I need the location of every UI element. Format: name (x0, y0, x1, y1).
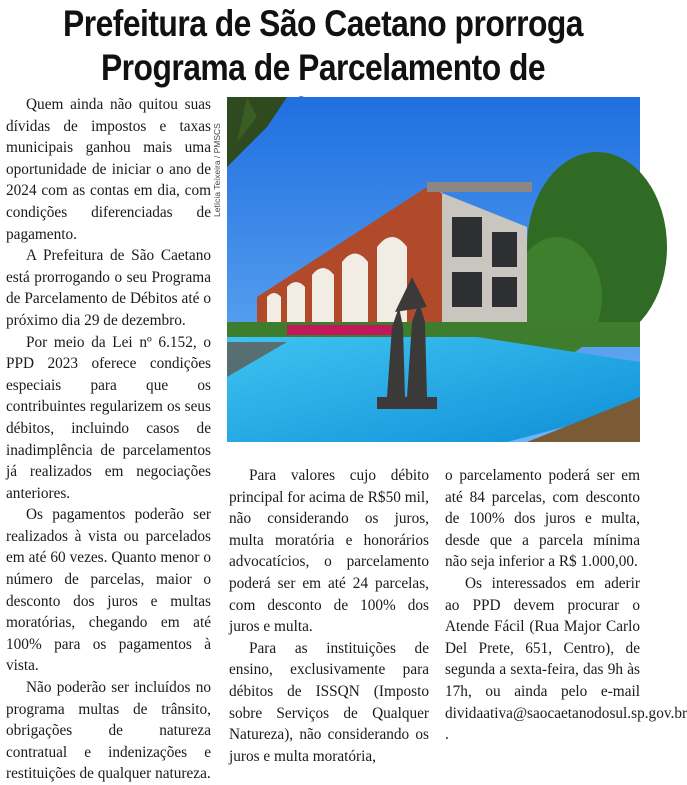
photo-credit: Letícia Teixeira / PMSCS (212, 123, 222, 217)
city-hall-photo (227, 97, 640, 442)
paragraph-instituicoes: Para as instituições de ensino, exclusivamente para débitos de ISSQN (Imposto sobre Serviços de Qualquer Natureza), não considerando os juros e multa moratória, (229, 639, 429, 765)
column-1 (6, 94, 211, 785)
paragraph-pagamentos: Os pagamentos poderão ser realizados à vista ou parcelados em até 60 vezes. Quanto menor o número de parcelas, maior o desconto dos juros e multas moratórias, chegando em até 100% para os pagamentos à vista. (6, 506, 211, 675)
paragraph-continuacao: o parcelamento poderá ser em até 84 parcelas, com desconto de 100% dos juros e multa, desde que a parcela mínima não seja inferior a R$ 1.000,00. (445, 467, 640, 571)
column-2 (229, 465, 429, 767)
headline-line-2: Programa de Parcelamento de (100, 47, 546, 88)
city-hall-illustration (227, 97, 640, 442)
paragraph-prorrogacao: A Prefeitura de São Caetano está prorrogando o seu Programa de Parcelamento de Débitos até o próximo dia 29 de dezembro. (6, 247, 211, 329)
paragraph-atendimento: Os interessados em aderir ao PPD devem procurar o Atende Fácil (Rua Major Carlo Del Prete, 651, Centro), de segunda a sexta-feira, das 9h às 17h, ou ainda pelo e-mail dividaativa@saocaetanodosul.sp.gov.br . (445, 574, 687, 744)
paragraph-lei: Por meio da Lei nº 6.152, o PPD 2023 oferece condições especiais para que os contribuintes regularizem os seus débitos, incluindo casos de inadimplência de parcelamentos já realizados em negociações anteriores. (6, 333, 211, 502)
paragraph-valores: Para valores cujo débito principal for acima de R$50 mil, não considerando os juros, multa moratória e honorários advocatícios, o parcelamento poderá ser em até 24 parcelas, com desconto de 100% dos juros e multa. (229, 467, 429, 636)
paragraph-exclusoes: Não poderão ser incluídos no programa multas de trânsito, obrigações de natureza contratual e indenizações e restituições de qualquer natureza. (6, 679, 211, 783)
column-3 (445, 465, 687, 746)
paragraph-intro: Quem ainda não quitou suas dívidas de impostos e taxas municipais ganhou mais uma oportunidade de iniciar o ano de 2024 com as contas em dia, com condições diferenciadas de pagamento. (6, 96, 211, 243)
headline-line-1: Prefeitura de São Caetano prorroga (62, 3, 584, 44)
